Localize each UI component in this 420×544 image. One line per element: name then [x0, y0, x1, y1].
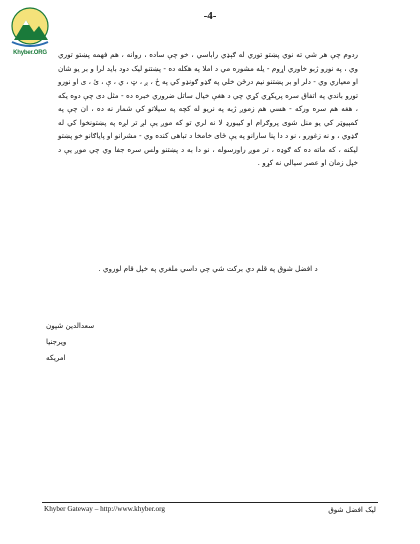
page-number: -4- [203, 10, 217, 22]
closing-line: د افضل شوق په قلم دي برکت شي چي داسي ملغري په خپل قام لوروي . [98, 264, 318, 273]
signature-city: ويرجنيا [46, 337, 67, 346]
signature-country: امريکه [46, 353, 66, 362]
footer-divider [42, 502, 378, 503]
body-paragraph: ردوم چې هر شي ته نوي پښتو توري له ګېډي راباسي ، خو چې ساده ، روانه ، هم فهمه پښتو توري وي ، په نورو ژبو خاوري اړوم - يله مشوره مي د املا په هکله ده - پښتنو ليک دود بايد لرا و بر يو شان او معياري وي - دلر او بر پښتنو نيم درځن خلي په ګډو ګونډو کي په ځ ، ږ ، ټ ، ي ، ې ، ئ ، ی او نورو تورو باندي په اتفاق سره پريکړي کړي چي د هغې خيال ساتل ضروري خبره ده - مثل دی چې دوه يکه ، هغه هم سره ورکه - هسي هم زموږ ژبه په نريو له کچه په سيلاتو کي شمار نه ده ، ان چې په کمپيوټر کي يو منل شوی پروګرام او کيبورډ لا نه لري تو که موږ يې لږ تر لږه په پښتونخوا کي له ګډوي ، و نه زغورو ، نو د دا پنا سارانو په يې ځای خامخا د تباهی کنده وي - مشرانو او پاياګانو خو پښتو ليکنه ، که ماته ده که ګوډه ، تر موږ راورسوله ، نو دا به د پښتنو ولس سره جفا وي چي موږ يې د خپل زمان او عصر سيالي نه کړو . [57, 50, 358, 167]
signature-name: سعدالدين شپون [46, 321, 95, 330]
footer-site-link[interactable]: Khyber Gateway – http://www.khyber.org [44, 505, 165, 513]
signature-block [46, 318, 136, 366]
footer-author: ليک افضل شوق [328, 505, 376, 514]
logo-caption: Khyber.ORG [13, 50, 47, 56]
